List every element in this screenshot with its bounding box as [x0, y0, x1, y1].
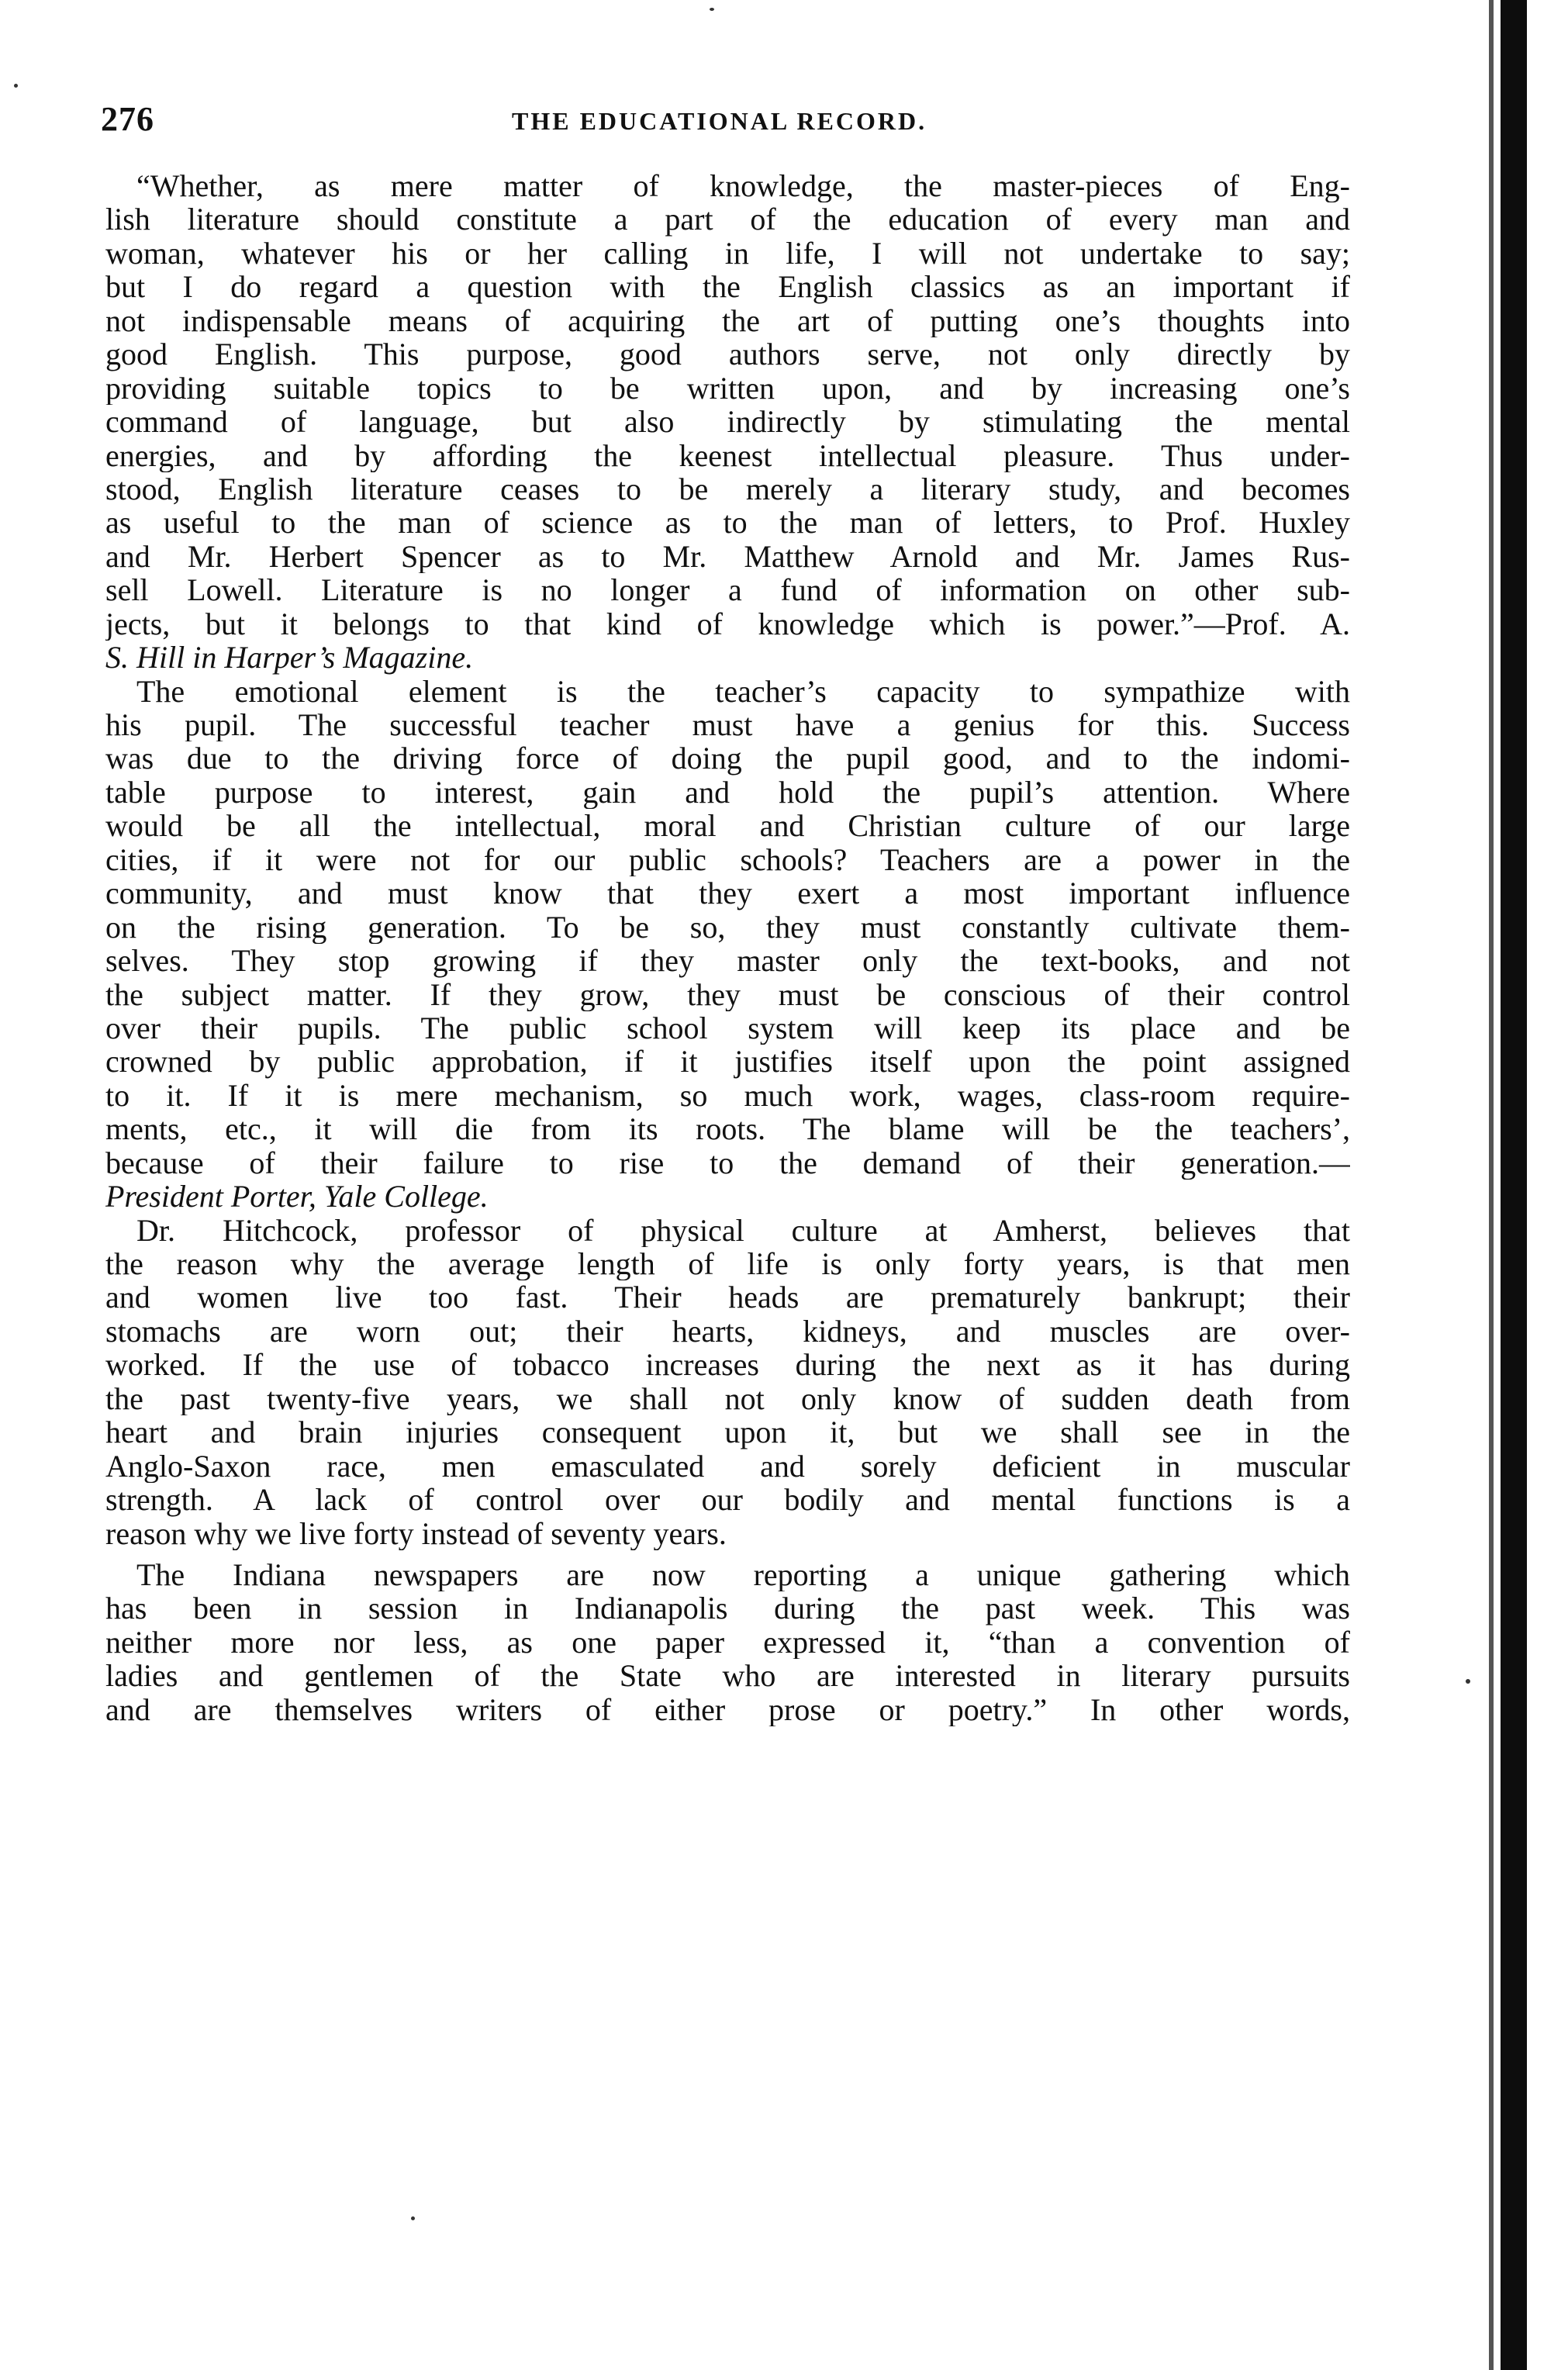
text-line: and are themselves writers of either prose or poetry.” In other words,	[105, 1692, 1350, 1727]
page-edge-border	[1501, 0, 1527, 2370]
text-line: stomachs are worn out; their hearts, kidneys, and muscles are over-	[105, 1314, 1350, 1349]
text-line: jects, but it belongs to that kind of knowledge which is power.”—Prof. A.	[105, 606, 1350, 641]
text-line: crowned by public approbation, if it justifies itself upon the point assigned	[105, 1045, 1350, 1079]
text-line: “Whether, as mere matter of knowledge, the master-pieces of Eng-	[136, 169, 1350, 203]
text-line: the subject matter. If they grow, they must be conscious of their control	[105, 977, 1350, 1011]
text-line: as useful to the man of science as to the man of letters, to Prof. Huxley	[105, 506, 1350, 540]
text-line: table purpose to interest, gain and hold the pupil’s attention. Where	[105, 775, 1350, 810]
text-line: the past twenty-five years, we shall not only know of sudden death from	[105, 1381, 1350, 1416]
text-line: The Indiana newspapers are now reporting a unique gathering which	[136, 1557, 1350, 1592]
text-line: strength. A lack of control over our bodily and mental functions is a	[105, 1483, 1350, 1517]
text-line: because of their failure to rise to the demand of their generation.—	[105, 1145, 1350, 1180]
text-line: over their pupils. The public school system will keep its place and be	[105, 1011, 1350, 1045]
text-line: community, and must know that they exert a most important influence	[105, 876, 1350, 910]
text-line: woman, whatever his or her calling in life, I will not undertake to say;	[105, 236, 1350, 271]
text-line: the reason why the average length of life is only forty years, is that men	[105, 1247, 1350, 1281]
text-line: S. Hill in Harper’s Magazine.	[105, 641, 474, 675]
text-line: and women live too fast. Their heads are prematurely bankrupt; their	[105, 1280, 1350, 1315]
scan-speck	[14, 84, 18, 88]
text-line: sell Lowell. Literature is no longer a fund of information on other sub-	[105, 573, 1350, 607]
text-line: cities, if it were not for our public schools? Teachers are a power in the	[105, 842, 1350, 877]
page-number: 276	[101, 100, 154, 138]
running-head: THE EDUCATIONAL RECORD.	[512, 107, 927, 135]
text-line: was due to the driving force of doing the pupil good, and to the indomi-	[105, 741, 1350, 776]
text-line: lish literature should constitute a part of the education of every man and	[105, 202, 1350, 237]
text-line: and Mr. Herbert Spencer as to Mr. Matthew Arnold and Mr. James Rus-	[105, 539, 1350, 574]
text-line: ments, etc., it will die from its roots. The blame will be the teachers’,	[105, 1112, 1350, 1146]
text-line: Dr. Hitchcock, professor of physical culture at Amherst, believes that	[136, 1213, 1350, 1247]
text-line: reason why we live forty instead of seventy years.	[105, 1516, 727, 1550]
text-line: would be all the intellectual, moral and Christian culture of our large	[105, 809, 1350, 843]
scan-speck	[1466, 1679, 1470, 1684]
text-line: his pupil. The successful teacher must have a genius for this. Success	[105, 708, 1350, 742]
text-line: providing suitable topics to be written upon, and by increasing one’s	[105, 371, 1350, 406]
text-line: heart and brain injuries consequent upon it, but we shall see in the	[105, 1415, 1350, 1449]
text-line: stood, English literature ceases to be merely a literary study, and becomes	[105, 472, 1350, 506]
body-text	[105, 169, 1350, 1726]
text-line: energies, and by affording the keenest intellectual pleasure. Thus under-	[105, 438, 1350, 472]
text-line: ladies and gentlemen of the State who are interested in literary pursuits	[105, 1659, 1350, 1693]
text-line: President Porter, Yale College.	[105, 1180, 489, 1214]
scan-speck	[411, 2216, 415, 2220]
text-line: not indispensable means of acquiring the art of putting one’s thoughts into	[105, 303, 1350, 338]
text-line: worked. If the use of tobacco increases during the next as it has during	[105, 1348, 1350, 1382]
scan-speck	[710, 8, 714, 11]
text-line: but I do regard a question with the English classics as an important if	[105, 270, 1350, 304]
text-line: command of language, but also indirectly by stimulating the mental	[105, 405, 1350, 439]
text-line: Anglo-Saxon race, men emasculated and sorely deficient in muscular	[105, 1449, 1350, 1484]
text-line: selves. They stop growing if they master only the text-books, and not	[105, 944, 1350, 978]
text-line: good English. This purpose, good authors serve, not only directly by	[105, 337, 1350, 371]
text-line: has been in session in Indianapolis during the past week. This was	[105, 1591, 1350, 1625]
text-line: neither more nor less, as one paper expressed it, “than a convention of	[105, 1625, 1350, 1660]
page-edge-shadow	[1489, 0, 1494, 2370]
text-line: on the rising generation. To be so, they must constantly cultivate them-	[105, 910, 1350, 945]
text-line: to it. If it is mere mechanism, so much work, wages, class-room require-	[105, 1078, 1350, 1113]
text-line: The emotional element is the teacher’s capacity to sympathize with	[136, 674, 1350, 708]
page-header	[101, 99, 1419, 146]
